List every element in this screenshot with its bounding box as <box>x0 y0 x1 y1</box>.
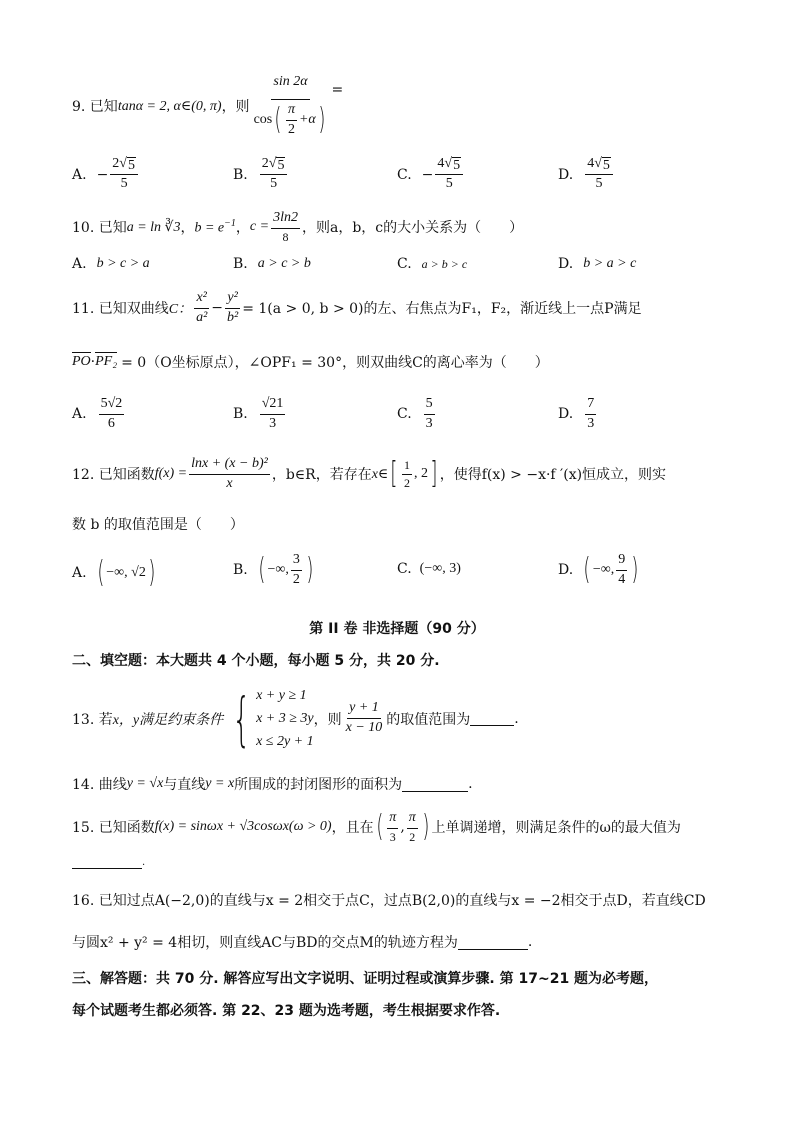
q14-number: 14. 曲线 <box>72 777 127 793</box>
q15-fx: f(x) = sinωx + √3cosωx(ω > 0) <box>154 819 332 835</box>
question-15: 15. 已知函数 f(x) = sinωx + √3cosωx(ω > 0) ，且在 ( $\frac{\pi}{3}$ , $\frac{\pi}{2}$ ) 上单调递增，则满足条件的ω的最大值为 <box>72 809 681 845</box>
q10-b-exp: −1 <box>224 217 236 229</box>
q11-vector-pf2: PF₂ <box>95 354 118 369</box>
option-text: a > b > c <box>421 256 468 271</box>
question-13 <box>72 684 519 753</box>
q11-line2-rest: = 0（O坐标原点），∠OPF₁ = 30°，则双曲线C的离心率为（ ） <box>121 355 549 371</box>
q15-i2: π <box>407 810 418 829</box>
option-text: −∞, <box>267 562 289 578</box>
q9-den-pi: π <box>286 102 297 121</box>
option-label: A. <box>72 406 87 423</box>
section-2-title: 第 II 卷 非选择题（90 分） <box>309 621 485 637</box>
question-11-line2 <box>72 352 549 372</box>
option-label: D. <box>558 406 574 423</box>
option-label: D. <box>558 562 574 579</box>
q15-answer-blank[interactable] <box>72 856 142 869</box>
question-16: 16. 已知过点A(−2,0)的直线与x = 2相交于点C，过点B(2,0)的直线与x = −2相交于点D，若直线CD <box>72 893 706 909</box>
q14-line: y = x <box>205 776 235 791</box>
option-num: 5 <box>424 396 435 415</box>
q13-constraints: { x + y ≥ 1 x + 3 ≥ 3y x ≤ 2y + 1 <box>232 684 314 753</box>
option-text: a > c > b <box>257 256 311 271</box>
q13-vars: x，y满足约束条件 <box>112 712 224 728</box>
q11-vector-po: PO <box>72 354 91 369</box>
option-denominator: 5 <box>445 176 453 192</box>
option-denominator: 5 <box>270 176 278 192</box>
q9-option-a: A. − 2 √ 5 5 <box>72 156 140 193</box>
option-radicand: 5 <box>277 158 285 173</box>
option-den: 2 <box>292 571 300 587</box>
option-text: b > a > c <box>583 256 637 271</box>
option-text: −∞, √2 <box>106 565 146 580</box>
q10-tail: ，则a，b，c的大小关系为（ ） <box>301 220 524 237</box>
option-label: A. <box>72 565 87 581</box>
option-num: 5√2 <box>99 396 125 415</box>
q13-constraint-1: x + y ≥ 1 <box>256 688 307 703</box>
option-den: 3 <box>269 415 277 431</box>
q15-end: . <box>142 857 146 868</box>
option-label: A. <box>72 256 87 272</box>
option-denominator: 5 <box>595 176 603 192</box>
q10-number: 10. 已知 <box>72 220 127 237</box>
q9-den-two: 2 <box>287 121 295 137</box>
q13-then: ，则 <box>313 711 342 728</box>
q12-option-b: B. ( −∞, $\frac{3}{2}$ ) <box>233 552 314 588</box>
q15-i2-den: 2 <box>409 829 416 844</box>
q9-equals: = <box>331 82 344 98</box>
q14-end: . <box>468 776 473 792</box>
option-num: 7 <box>585 396 596 415</box>
option-label: C. <box>397 561 412 577</box>
q13-number: 13. 若 <box>72 711 113 728</box>
option-text: (−∞, 3) <box>419 561 461 576</box>
q11-curve-name: C： <box>168 302 193 318</box>
q15-tail: 上单调递增，则满足条件的ω的最大值为 <box>431 820 681 837</box>
option-radicand: 5 <box>127 158 135 173</box>
q16-end: . <box>527 934 533 950</box>
question-9 <box>72 74 343 138</box>
question-12: 12. 已知函数 f(x) = $\frac{\text{lnx + (x − b)²}}{x}$ ，b∈R，若存在 x∈ [ $\frac{1}{2}$ , 2 ] ，使得f(x) > −x·f ′(x)恒成立，则实 <box>72 456 667 492</box>
option-coef: 4 <box>587 156 595 171</box>
option-text: −∞, <box>592 562 615 578</box>
q12-option-c <box>397 561 461 577</box>
q9-then: ，则 <box>221 99 250 116</box>
option-radicand: 5 <box>453 158 461 173</box>
q12-option-d: D. ( −∞, $\frac{9}{4}$ ) <box>558 552 639 588</box>
q14-curve: y = √x <box>126 776 164 791</box>
part-2-heading: 二、填空题：本大题共 4 个小题，每小题 5 分，共 20 分. <box>72 653 440 669</box>
q9-expression: sin 2α cos ( $\frac{\pi}{2}$ +α ) <box>253 74 326 138</box>
q13-answer-blank[interactable] <box>470 711 514 726</box>
q11-option-a <box>72 396 126 433</box>
option-den: 4 <box>618 571 626 587</box>
option-label: D. <box>558 166 574 183</box>
q9-den-plus: +α <box>298 111 316 127</box>
q11-dot: · <box>90 354 96 370</box>
question-14 <box>72 774 473 794</box>
option-radicand: 5 <box>602 158 610 173</box>
q11-x2: x² <box>194 290 208 309</box>
part-3-heading-line-1: 三、解答题：共 70 分. 解答应写出文字说明、证明过程或演算步骤. 第 17~21 题为必考题， <box>72 971 659 987</box>
q9-option-b: B. 2 √ 5 5 <box>233 156 289 193</box>
question-15-line2 <box>72 856 145 869</box>
option-label: D. <box>558 256 574 272</box>
q16-answer-blank[interactable] <box>458 935 528 950</box>
option-coef: 4 <box>437 156 445 171</box>
question-16-line2 <box>72 932 532 952</box>
option-num: 3 <box>291 552 302 571</box>
q10-c-den: 8 <box>282 229 289 244</box>
q11-b2: b² <box>227 309 239 325</box>
q11-number: 11. 已知双曲线 <box>72 301 169 318</box>
q11-option-b <box>233 396 287 433</box>
q15-number: 15. 已知函数 <box>72 820 155 837</box>
option-label: C. <box>397 166 412 183</box>
option-den: 3 <box>587 415 595 431</box>
q10-c-num: 3ln2 <box>271 210 300 229</box>
q10-option-c <box>397 256 467 272</box>
q9-condition: tanα = 2, α∈(0, π) <box>117 98 222 114</box>
question-12-line2: 数 b 的取值范围是（ ） <box>72 517 244 533</box>
q10-sep: ， <box>235 220 250 237</box>
q12-option-a: A. ( −∞, √2 ) <box>72 555 156 590</box>
q9-number: 9. 已知 <box>72 99 118 116</box>
q12-xin: x∈ <box>371 466 389 482</box>
option-den: 3 <box>425 415 433 431</box>
q11-option-d <box>558 396 598 433</box>
option-coef: 2 <box>261 156 269 171</box>
question-11 <box>72 290 642 327</box>
option-label: B. <box>233 562 248 579</box>
q14-answer-blank[interactable] <box>402 777 468 792</box>
q12-int-num: 1 <box>402 458 412 474</box>
option-coef: 2 <box>112 156 120 171</box>
q13-tail: 的取值范围为 <box>386 711 471 728</box>
q13-end: . <box>514 710 519 727</box>
q14-mid: 与直线 <box>163 777 206 793</box>
q11-y2: y² <box>225 290 239 309</box>
q13-frac-num: y + 1 <box>347 700 381 719</box>
q12-frac-num: lnx + (x − b)² <box>189 456 270 475</box>
q10-a: a = ln ∛3 <box>126 219 181 235</box>
q15-i1-den: 3 <box>389 829 396 844</box>
q11-a2: a² <box>196 309 208 325</box>
option-num: 9 <box>616 552 627 571</box>
q14-tail: 所围成的封闭图形的面积为 <box>234 777 403 793</box>
q12-frac-den: x <box>226 475 233 491</box>
q10-sep: ， <box>180 220 195 237</box>
q10-b <box>194 218 235 237</box>
option-num: √21 <box>260 396 286 415</box>
option-label: C. <box>397 256 412 272</box>
q10-option-d <box>558 256 636 272</box>
q10-b-base: b = e <box>194 220 225 236</box>
option-denominator: 5 <box>120 176 128 192</box>
option-label: B. <box>233 166 248 183</box>
option-label: B. <box>233 256 248 272</box>
question-10 <box>72 210 523 244</box>
option-label: A. <box>72 166 87 183</box>
q15-mid: ，且在 <box>331 820 374 837</box>
q12-tail: ，使得f(x) > −x·f ′(x)恒成立，则实 <box>439 467 667 484</box>
q12-number: 12. 已知函数 <box>72 467 155 484</box>
q16-line2: 与圆x² + y² = 4相切，则直线AC与BD的交点M的轨迹方程为 <box>72 935 458 951</box>
q12-mid: ，b∈R，若存在 <box>271 467 372 484</box>
option-den: 6 <box>107 415 115 431</box>
q12-int-den: 2 <box>404 475 410 490</box>
q15-i1: π <box>387 810 398 829</box>
q11-rest: = 1(a > 0, b > 0)的左、右焦点为F₁，F₂，渐近线上一点P满足 <box>242 301 642 318</box>
q11-option-c <box>397 396 437 433</box>
q12-int-tail: , 2 <box>414 466 428 482</box>
q10-option-b <box>233 256 311 272</box>
q9-frac-numerator: sin 2α <box>271 74 309 100</box>
q9-option-d: D. 4 √ 5 5 <box>558 156 615 193</box>
option-sign: − <box>421 166 434 183</box>
q12-fx: f(x) = <box>154 466 188 482</box>
q11-minus: − <box>211 300 223 317</box>
q13-constraint-3: x ≤ 2y + 1 <box>256 734 314 749</box>
q13-frac-den: x − 10 <box>345 720 383 735</box>
option-sign: − <box>96 166 109 183</box>
q9-option-c: C. − 4 √ 5 5 <box>397 156 465 193</box>
option-label: C. <box>397 406 412 423</box>
option-text: b > c > a <box>96 256 150 271</box>
q10-c: c = <box>249 219 270 235</box>
part-3-heading-line-2: 每个试题考生都必须答. 第 22、23 题为选考题，考生根据要求作答. <box>72 1003 501 1019</box>
q9-den-fn: cos <box>253 111 273 127</box>
option-label: B. <box>233 406 248 423</box>
q13-constraint-2: x + 3 ≥ 3y <box>256 711 314 726</box>
q10-option-a <box>72 256 150 272</box>
